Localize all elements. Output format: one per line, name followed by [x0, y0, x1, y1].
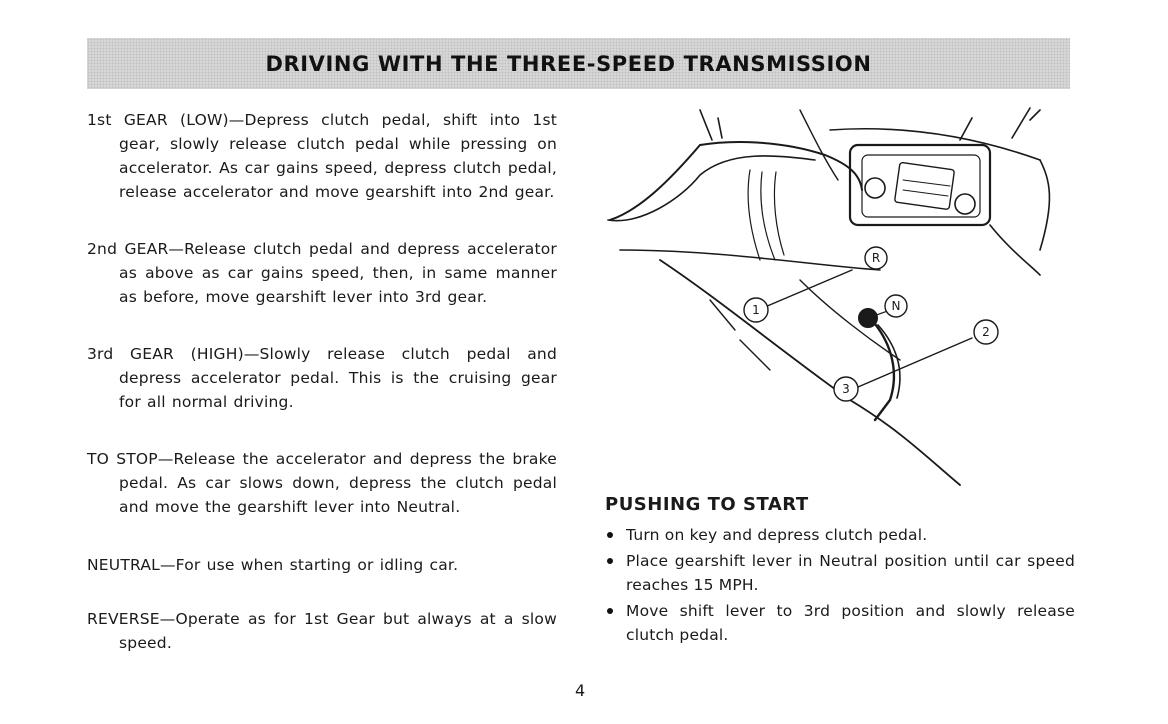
section-banner: [87, 38, 1070, 89]
label-neutral: N: [891, 299, 901, 313]
bullet-icon: [607, 558, 613, 564]
gearshift-illustration: [600, 100, 1070, 490]
pushing-step: [605, 549, 1075, 597]
pushing-step-text: Turn on key and depress clutch pedal.: [626, 526, 928, 544]
instruction-reverse: REVERSE—Operate as for 1st Gear but always at a slow speed.: [87, 610, 557, 652]
instruction-neutral: NEUTRAL—For use when starting or idling car.: [87, 556, 459, 574]
label-reverse: R: [871, 251, 881, 265]
instruction-first-gear: 1st GEAR (LOW)—Depress clutch pedal, shift into 1st gear, slowly release clutch pedal while pressing on accelerator. As car gains speed, depress clutch pedal, release accelerator and move gearshift into 2nd gear.: [87, 111, 557, 201]
pushing-title: PUSHING TO START: [605, 494, 809, 515]
pushing-step: [605, 599, 1075, 647]
instruction-third-gear: 3rd GEAR (HIGH)—Slowly release clutch pedal and depress accelerator pedal. This is the cruising gear for all normal driving.: [87, 345, 557, 411]
section-title: DRIVING WITH THE THREE-SPEED TRANSMISSION: [265, 51, 872, 76]
label-first: 1: [752, 303, 760, 317]
instruction-to-stop: TO STOP—Release the accelerator and depress the brake pedal. As car slows down, depress the clutch pedal and move the gearshift lever into Neutral.: [87, 450, 557, 516]
pushing-step-text: Place gearshift lever in Neutral position until car speed reaches 15 MPH.: [626, 552, 1075, 594]
pushing-to-start-section: [605, 494, 1075, 649]
label-third: 3: [842, 382, 850, 396]
bullet-icon: [607, 532, 613, 538]
instruction-second-gear: 2nd GEAR—Release clutch pedal and depress accelerator as above as car gains speed, then, in same manner as before, move gearshift lever into 3rd gear.: [87, 240, 557, 306]
pushing-step: [605, 523, 1075, 547]
bullet-icon: [607, 608, 613, 614]
page-number: 4: [575, 681, 586, 700]
pushing-step-text: Move shift lever to 3rd position and slowly release clutch pedal.: [626, 602, 1075, 644]
label-second: 2: [982, 325, 990, 339]
